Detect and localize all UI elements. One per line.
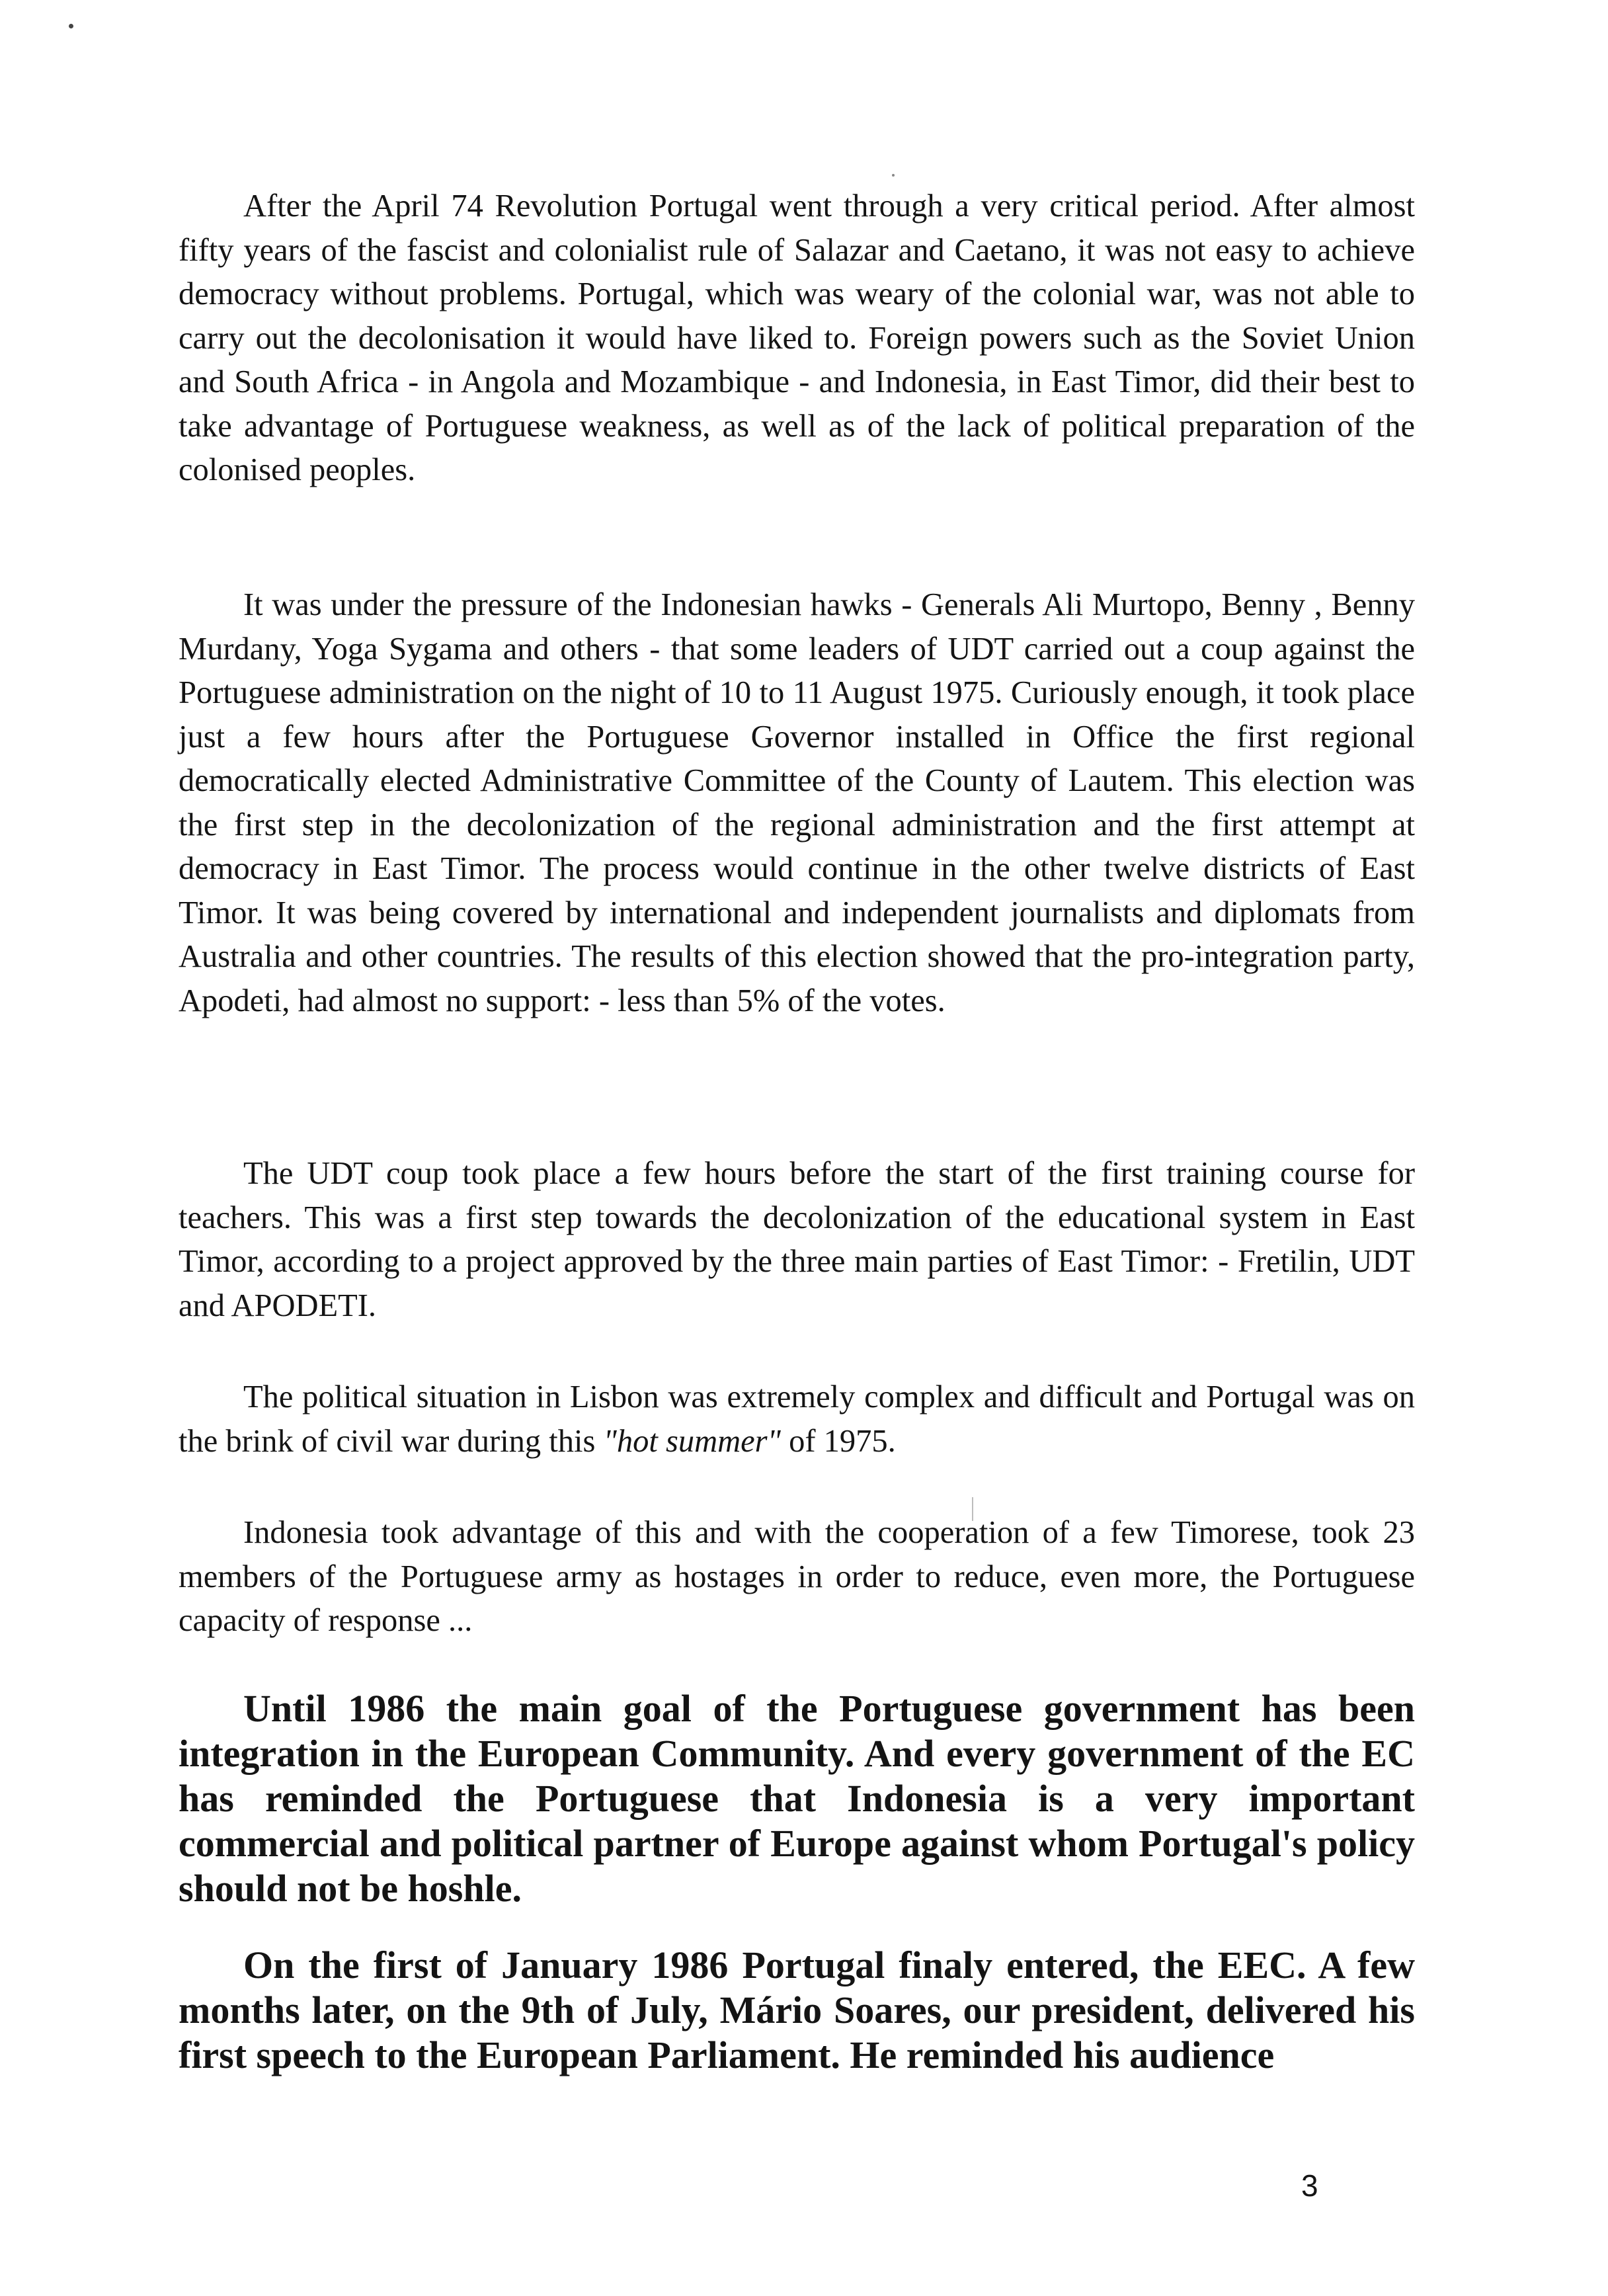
page-number: 3	[1301, 2168, 1318, 2203]
scan-speck	[892, 174, 895, 177]
scan-speck	[69, 24, 73, 28]
paragraph-udt-coup-pressure: It was under the pressure of the Indonesian hawks - Generals Ali Murtopo, Benny , Benny Murdany, Yoga Sygama and others - that some leaders of UDT carried out a coup against the Portuguese administration on the night of 10 to 11 August 1975. Curiously enough, it took place just a few hours after the Portuguese Governor installed in Office the first regional democratically elected Administrative Committee of the County of Lautem. This election was the first step in the decolonization of the regional administration and the first attempt at democracy in East Timor. The process would continue in the other twelve districts of East Timor. It was being covered by international and independent journalists and diplomats from Australia and other countries. The results of this election showed that the pro-integration party, Apodeti, had almost no support: - less than 5% of the votes.	[179, 587, 1415, 1018]
bold-paragraph-eec-entry: On the first of January 1986 Portugal finaly entered, the EEC. A few months later, on the 9th of July, Mário Soares, our president, delivered his first speech to the European Parliament. He reminded his audience	[179, 1944, 1415, 2076]
paragraph-hostages: Indonesia took advantage of this and with the cooperation of a few Timorese, took 23 members of the Portuguese army as hostages in order to reduce, even more, the Portuguese capacity of response ...	[179, 1515, 1415, 1638]
paragraph-lisbon-situation	[179, 1375, 1415, 1463]
paragraph-teacher-training: The UDT coup took place a few hours before the start of the first training course for teachers. This was a first step towards the decolonization of the educational system in East Timor, according to a project approved by the three main parties of East Timor: - Fretilin, UDT and APODETI.	[179, 1156, 1415, 1323]
paragraph-text: The political situation in Lisbon was extremely complex and difficult and Portugal was on the brink of civil war during this	[179, 1379, 1415, 1459]
bold-paragraph-ec-integration: Until 1986 the main goal of the Portuguese government has been integration in the European Community. And every government of the EC has reminded the Portuguese that Indonesia is a very important commercial and political partner of Europe against whom Portugal's policy should not be hoshle.	[179, 1687, 1415, 1910]
paragraph-text: of 1975.	[780, 1423, 896, 1459]
hot-summer-emphasis: "hot summer"	[603, 1423, 781, 1459]
paragraph-revolution: After the April 74 Revolution Portugal went through a very critical period. After almost fifty years of the fascist and colonialist rule of Salazar and Caetano, it was not easy to achieve democracy without problems. Portugal, which was weary of the colonial war, was not able to carry out the decolonisation it would have liked to. Foreign powers such as the Soviet Union and South Africa - in Angola and Mozambique - and Indonesia, in East Timor, did their best to take advantage of Portuguese weakness, as well as of the lack of political preparation of the colonised peoples.	[179, 188, 1415, 487]
